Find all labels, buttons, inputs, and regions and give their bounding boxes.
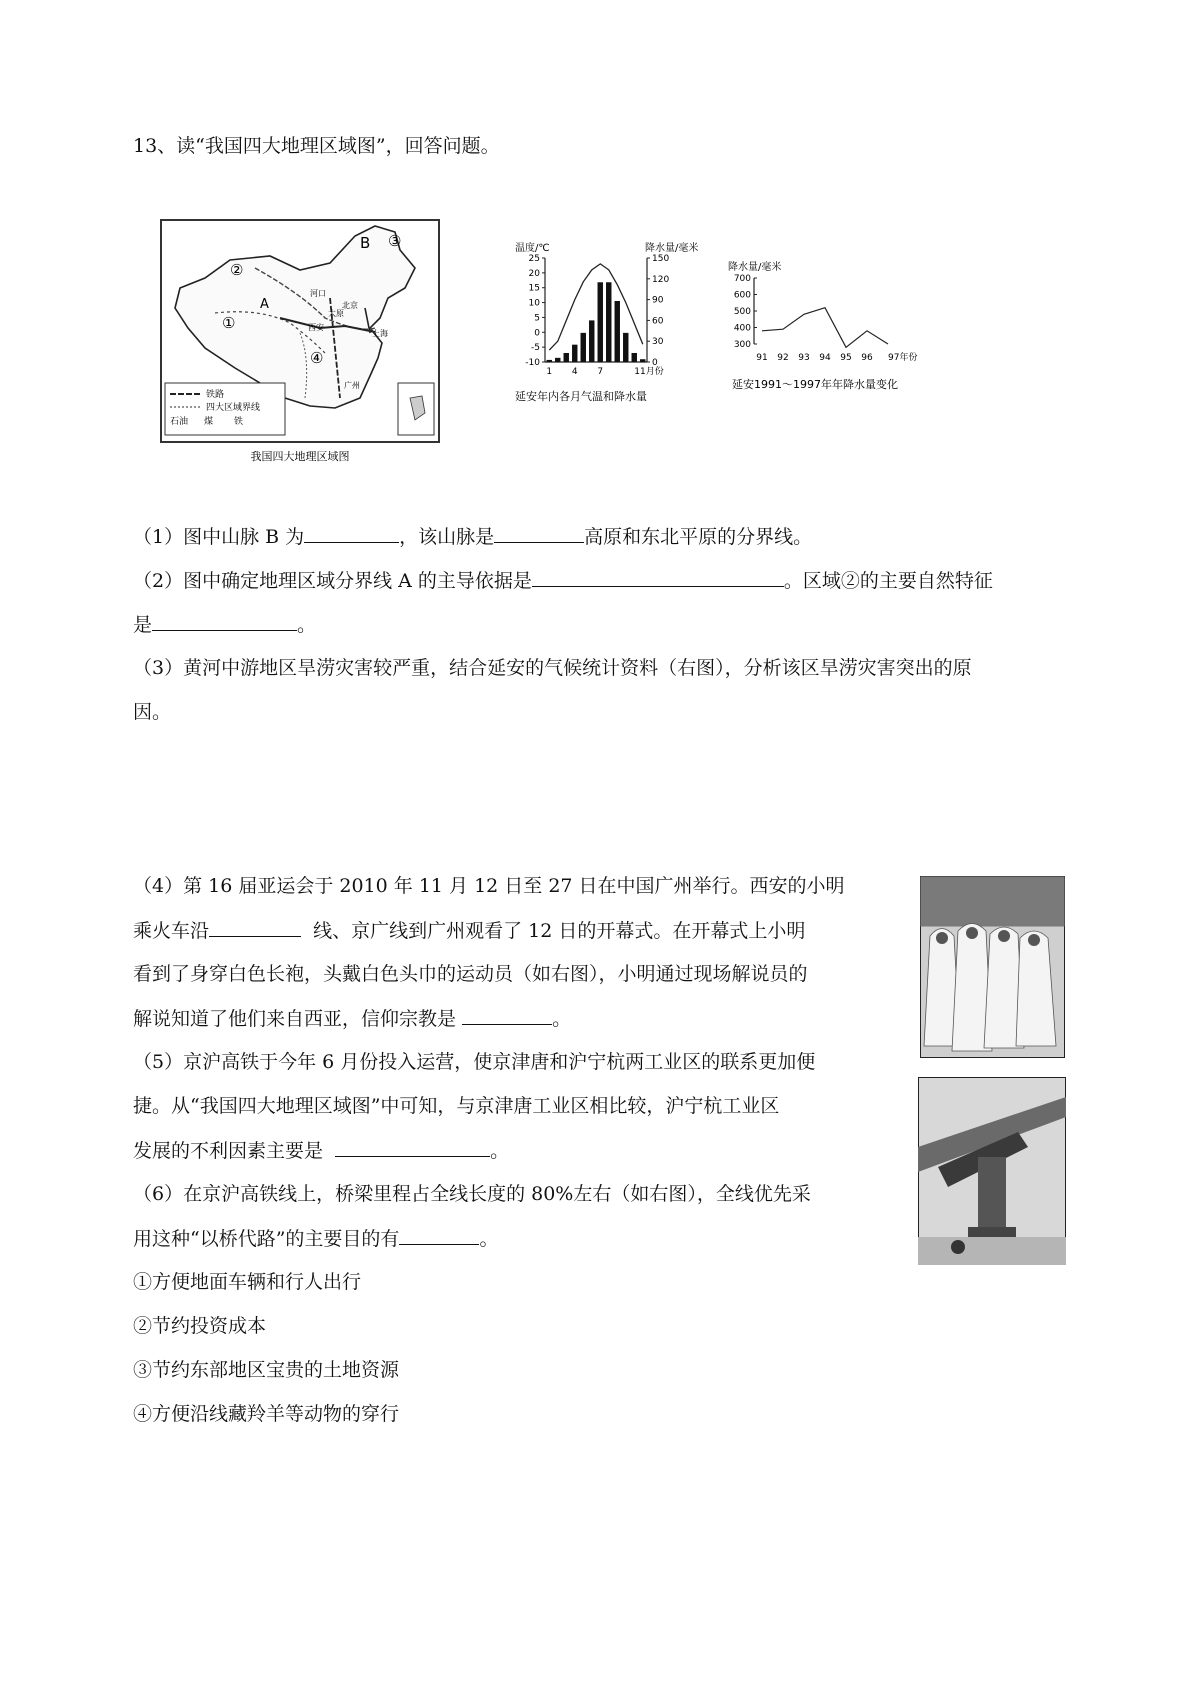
climate-right-tick-label: 0 xyxy=(652,358,658,368)
precip-bar xyxy=(564,353,569,362)
climate-caption: 延安年内各月气温和降水量 xyxy=(515,390,647,403)
q4-line4: 解说知道了他们来自西亚，信仰宗教是 。 xyxy=(133,1004,571,1033)
bridge-photo xyxy=(918,1077,1066,1265)
q4-blank-2[interactable] xyxy=(462,1004,552,1025)
legend-coal: 煤 xyxy=(204,417,214,427)
climate-left-tick-label: 20 xyxy=(528,268,540,279)
athletes-photo xyxy=(920,876,1065,1058)
q5-line1: （5）京沪高铁于今年 6 月份投入运营，使京津唐和沪宁杭两工业区的联系更加便 xyxy=(133,1051,816,1073)
precip-bar xyxy=(615,301,620,362)
climate-right-tick-label: 60 xyxy=(652,316,664,327)
precip-bar xyxy=(572,345,577,362)
q4-line2: 乘火车沿 线、京广线到广州观看了 12 日的开幕式。在开幕式上小明 xyxy=(133,916,805,945)
precip-bar xyxy=(547,360,552,362)
annual-y-tick-label: 300 xyxy=(733,340,751,350)
precip-bar xyxy=(632,353,637,362)
annual-y-label: 降水量/毫米 xyxy=(728,262,782,273)
climate-left-tick-label: -5 xyxy=(531,343,540,354)
climate-right-tick-label: 120 xyxy=(652,274,670,285)
precip-bar xyxy=(640,359,645,362)
annual-y-tick-label: 500 xyxy=(733,307,751,317)
precip-bar xyxy=(606,282,611,362)
option-2: ②节约投资成本 xyxy=(133,1315,267,1337)
china-regions-map xyxy=(160,208,440,468)
option-3: ③节约东部地区宝贵的土地资源 xyxy=(133,1359,400,1381)
q4-blank-1[interactable] xyxy=(209,916,301,937)
climate-right-axis-label: 降水量/毫米 xyxy=(645,243,699,254)
climate-right-tick-label: 150 xyxy=(652,254,670,264)
region-2-label: ② xyxy=(230,261,244,279)
annual-x-tick-label: 93 xyxy=(798,353,810,363)
climate-chart xyxy=(515,240,720,405)
city-hekou: 河口 xyxy=(310,289,326,298)
climate-left-tick-label: 25 xyxy=(528,254,540,264)
climate-right-tick-label: 30 xyxy=(652,337,664,348)
annual-x-tick-label: 97年份 xyxy=(888,353,918,363)
annual-precip-chart xyxy=(720,258,918,398)
climate-left-tick-label: 15 xyxy=(528,283,540,294)
q3-line2: 因。 xyxy=(133,701,172,723)
climate-left-tick-label: 0 xyxy=(534,328,540,339)
q6-line2: 用这种“以桥代路”的主要目的有 。 xyxy=(133,1224,498,1253)
climate-x-tick-label: 7 xyxy=(597,367,604,377)
precip-bar xyxy=(623,333,628,362)
legend-railway: 铁路 xyxy=(206,390,225,400)
q5-blank[interactable] xyxy=(335,1136,490,1157)
q5-line3: 发展的不利因素主要是 。 xyxy=(133,1136,509,1165)
annual-x-tick-label: 95 xyxy=(840,353,852,363)
precip-bar xyxy=(589,320,594,362)
mountain-b-label: B xyxy=(360,234,371,252)
legend-iron: 铁 xyxy=(234,417,244,427)
q4-line3: 看到了身穿白色长袍，头戴白色头巾的运动员（如右图），小明通过现场解说员的 xyxy=(133,963,808,985)
q3-line1: （3）黄河中游地区旱涝灾害较严重，结合延安的气候统计资料（右图），分析该区旱涝灾害突出的原 xyxy=(133,657,972,679)
climate-right-tick-label: 90 xyxy=(652,295,664,306)
climate-x-tick-label: 1 xyxy=(546,367,553,377)
q5-line2: 捷。从“我国四大地理区域图”中可知，与京津唐工业区相比较，沪宁杭工业区 xyxy=(133,1095,780,1117)
option-4: ④方便沿线藏羚羊等动物的穿行 xyxy=(133,1403,400,1425)
region-4-label: ④ xyxy=(310,349,324,367)
climate-x-tick-label: 11月份 xyxy=(634,367,664,377)
annual-y-tick-label: 600 xyxy=(733,290,751,301)
annual-x-tick-label: 91 xyxy=(756,353,768,363)
q4-line1: （4）第 16 届亚运会于 2010 年 11 月 12 日至 27 日在中国广州举行。西安的小明 xyxy=(133,875,845,897)
city-beijing: 北京 xyxy=(342,301,358,310)
q1: （1）图中山脉 B 为 ，该山脉是 高原和东北平原的分界线。 xyxy=(133,522,812,551)
legend-oil: 石油 xyxy=(170,417,189,427)
q6-blank[interactable] xyxy=(399,1224,479,1245)
city-guangzhou: 广州 xyxy=(344,381,360,390)
temperature-line xyxy=(549,264,643,350)
annual-x-tick-label: 94 xyxy=(819,353,831,363)
question-title: 13、读“我国四大地理区域图”，回答问题。 xyxy=(133,135,500,157)
city-taiyuan: 太原 xyxy=(328,309,344,318)
q2-blank-2[interactable] xyxy=(152,610,297,631)
region-1-label: ① xyxy=(222,314,236,332)
region-3-label: ③ xyxy=(388,232,402,250)
map-caption: 我国四大地理区域图 xyxy=(250,450,350,463)
annual-y-tick-label: 700 xyxy=(733,274,751,284)
q6-line1: （6）在京沪高铁线上，桥梁里程占全线长度的 80%左右（如右图），全线优先采 xyxy=(133,1183,811,1205)
precip-bar xyxy=(581,333,586,362)
precip-bar xyxy=(555,358,560,362)
city-shanghai: 上海 xyxy=(372,329,388,338)
option-1: ①方便地面车辆和行人出行 xyxy=(133,1271,362,1293)
legend-boundary: 四大区域界线 xyxy=(206,403,261,413)
boundary-a-label: A xyxy=(260,297,269,312)
q2-blank-1[interactable] xyxy=(532,566,784,587)
q2-line2: 是 。 xyxy=(133,610,316,639)
q1-blank-1[interactable] xyxy=(304,522,399,543)
precip-bar xyxy=(598,282,603,362)
annual-x-tick-label: 96 xyxy=(861,353,873,363)
city-xian: 西安 xyxy=(308,323,324,332)
annual-precip-line xyxy=(762,308,888,348)
climate-x-tick-label: 4 xyxy=(571,367,578,377)
annual-x-tick-label: 92 xyxy=(777,353,789,363)
climate-left-axis-label: 温度/℃ xyxy=(515,243,550,254)
annual-y-tick-label: 400 xyxy=(733,323,751,334)
climate-left-tick-label: -10 xyxy=(525,358,540,368)
q2-line1: （2）图中确定地理区域分界线 A 的主导依据是 。区域②的主要自然特征 xyxy=(133,566,993,595)
climate-left-tick-label: 10 xyxy=(528,298,540,309)
annual-caption: 延安1991～1997年年降水量变化 xyxy=(732,378,898,391)
climate-left-tick-label: 5 xyxy=(534,313,540,324)
q1-blank-2[interactable] xyxy=(494,522,584,543)
